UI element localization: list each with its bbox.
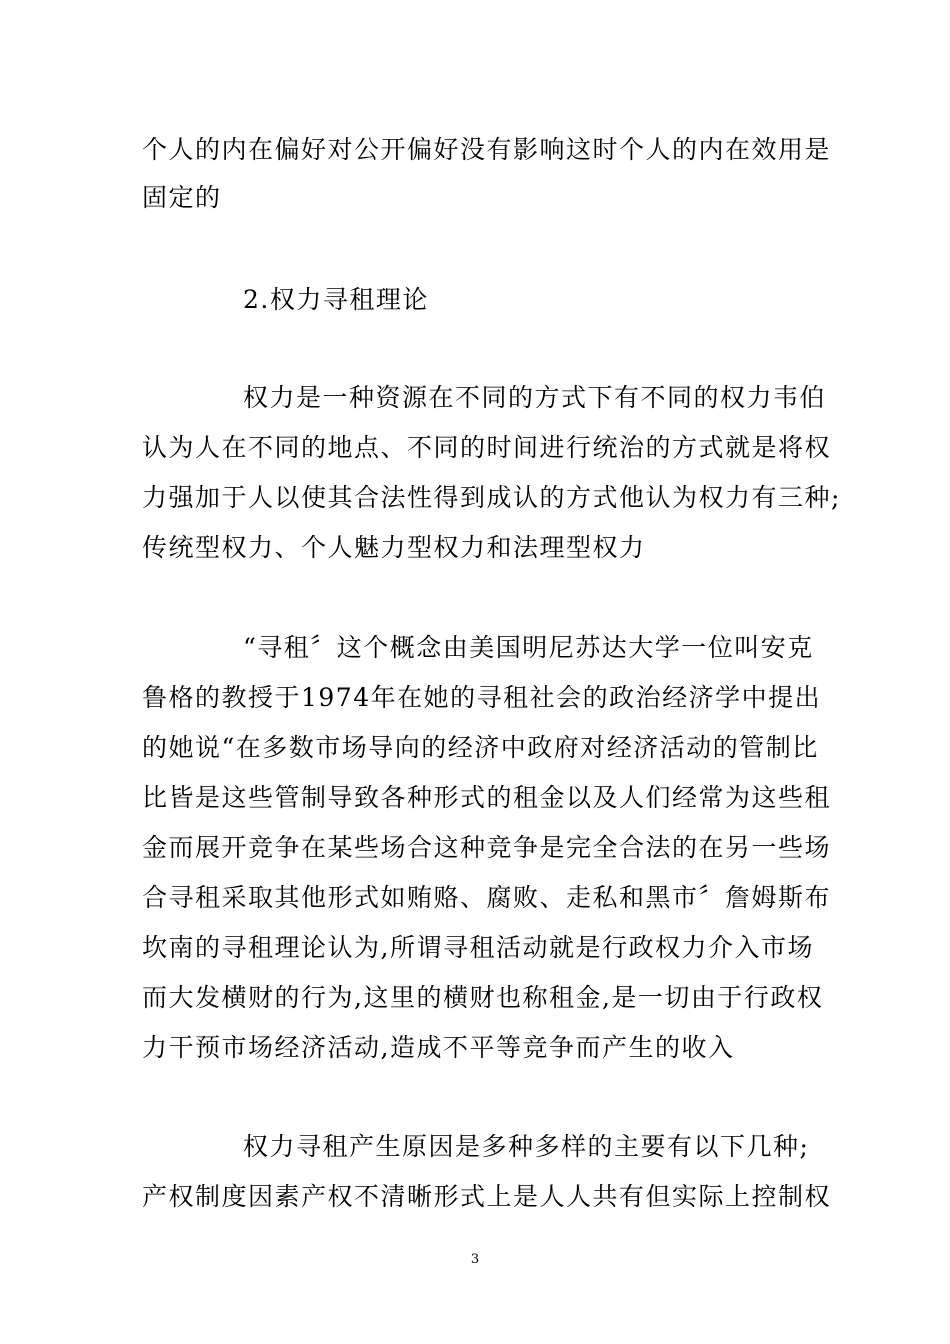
text-line: 权力是一种资源在不同的方式下有不同的权力韦伯: [243, 383, 827, 412]
text-line: 而大发横财的行为,这里的横财也称租金,是一切由于行政权: [142, 983, 824, 1012]
text-line: 比皆是这些管制导致各种形式的租金以及人们经常为这些租: [142, 783, 832, 812]
text-line: 合寻租采取其他形式如贿赂、腐败、走私和黑市〞詹姆斯布: [142, 883, 832, 912]
text-line: 认为人在不同的地点、不同的时间进行统治的方式就是将权: [142, 433, 832, 462]
text-line: “寻租〞这个概念由美国明尼苏达大学一位叫安克: [243, 633, 814, 662]
page-number: 3: [470, 1252, 480, 1267]
text-line: 力干预市场经济活动,造成不平等竞争而产生的收入: [142, 1033, 735, 1062]
text-line: 坎南的寻租理论认为,所谓寻租活动就是行政权力介入市场: [142, 933, 814, 962]
text-line: 产权制度因素产权不清晰形式上是人人共有但实际上控制权: [142, 1182, 832, 1211]
text-line: 固定的: [142, 183, 222, 212]
text-line: 传统型权力、个人魅力型权力和法理型权力: [142, 533, 646, 562]
text-line: 鲁格的教授于1974年在她的寻租社会的政治经济学中提出: [142, 683, 822, 712]
text-line: 的她说“在多数市场导向的经济中政府对经济活动的管制比: [142, 733, 819, 762]
text-line: 权力寻租产生原因是多种多样的主要有以下几种;: [243, 1132, 810, 1161]
section-heading: 2.权力寻租理论: [243, 285, 429, 314]
text-line: 金而展开竞争在某些场合这种竞争是完全合法的在另一些场: [142, 833, 832, 862]
text-line: 力强加于人以使其合法性得到成认的方式他认为权力有三种;: [142, 483, 841, 512]
text-line: 个人的内在偏好对公开偏好没有影响这时个人的内在效用是: [142, 135, 832, 164]
